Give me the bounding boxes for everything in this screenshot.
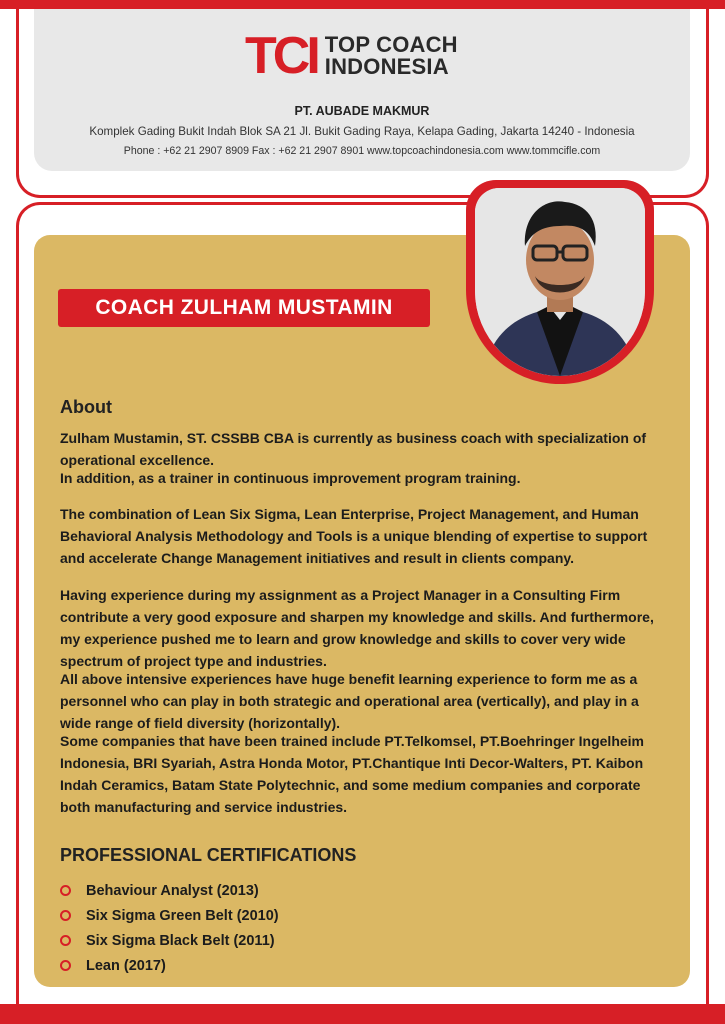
list-item	[60, 928, 279, 953]
logo-wordmark	[325, 34, 458, 78]
logo-mark: TCI	[245, 27, 317, 85]
about-heading: About	[60, 397, 112, 417]
profile-photo	[475, 188, 645, 376]
logo-line-1: TOP COACH	[324, 32, 458, 57]
circle-bullet-icon	[60, 910, 71, 921]
about-paragraph-1: Zulham Mustamin, ST. CSSBB CBA is currently as business coach with specialization of operational excellence.	[60, 430, 647, 468]
certification-label: Behaviour Analyst (2013)	[86, 882, 259, 899]
profile-photo-frame	[466, 180, 654, 384]
company-name: PT. AUBADE MAKMUR	[294, 104, 430, 118]
circle-bullet-icon	[60, 885, 71, 896]
certifications-list	[60, 878, 279, 978]
coach-name-banner: COACH ZULHAM MUSTAMIN	[58, 289, 430, 327]
person-portrait-icon	[475, 188, 645, 376]
about-paragraph-5: All above intensive experiences have huge benefit learning experience to form me as a personnel who can play in both strategic and operational area (vertically), and play in a wide range of field diversity (horizontally).	[60, 671, 639, 731]
bottom-accent-bar	[0, 1004, 725, 1024]
company-contact: Phone : +62 21 2907 8909 Fax : +62 21 2907 8901 www.topcoachindonesia.com www.tommcifle.com	[123, 145, 601, 157]
logo-line-2: INDONESIA	[324, 54, 449, 79]
company-address: Komplek Gading Bukit Indah Blok SA 21 Jl. Bukit Gading Raya, Kelapa Gading, Jakarta 14240 - Indonesia	[89, 125, 635, 138]
circle-bullet-icon	[60, 960, 71, 971]
letterhead	[34, 9, 690, 171]
about-paragraph-6: Some companies that have been trained include PT.Telkomsel, PT.Boehringer Ingelheim Indonesia, BRI Syariah, Astra Honda Motor, PT.Chantique Inti Decor-Walters, PT. Kaibon Indah Ceramics, Batam State Polytechnic, and some medium companies and corporate both manufacturing and service industries.	[60, 733, 645, 815]
circle-bullet-icon	[60, 935, 71, 946]
about-paragraph-3: The combination of Lean Six Sigma, Lean Enterprise, Project Management, and Human Behavioral Analysis Methodology and Tools is a unique blending of expertise to support and accelerate Change Management initiatives and result in clients company.	[60, 506, 648, 566]
company-logo	[245, 27, 458, 85]
certification-label: Lean (2017)	[86, 957, 166, 974]
certification-label: Six Sigma Green Belt (2010)	[86, 907, 279, 924]
certification-label: Six Sigma Black Belt (2011)	[86, 932, 275, 949]
certifications-heading: PROFESSIONAL CERTIFICATIONS	[60, 845, 357, 865]
list-item	[60, 903, 279, 928]
about-paragraph-4: Having experience during my assignment as a Project Manager in a Consulting Firm contribute a very good exposure and sharpen my knowledge and skills. And furthermore, my experience pushed me to learn and grow knowledge and skills to cover very wide spectrum of project type and industries.	[60, 587, 654, 669]
about-paragraph-2: In addition, as a trainer in continuous improvement program training.	[60, 470, 521, 486]
list-item	[60, 878, 279, 903]
list-item	[60, 953, 279, 978]
